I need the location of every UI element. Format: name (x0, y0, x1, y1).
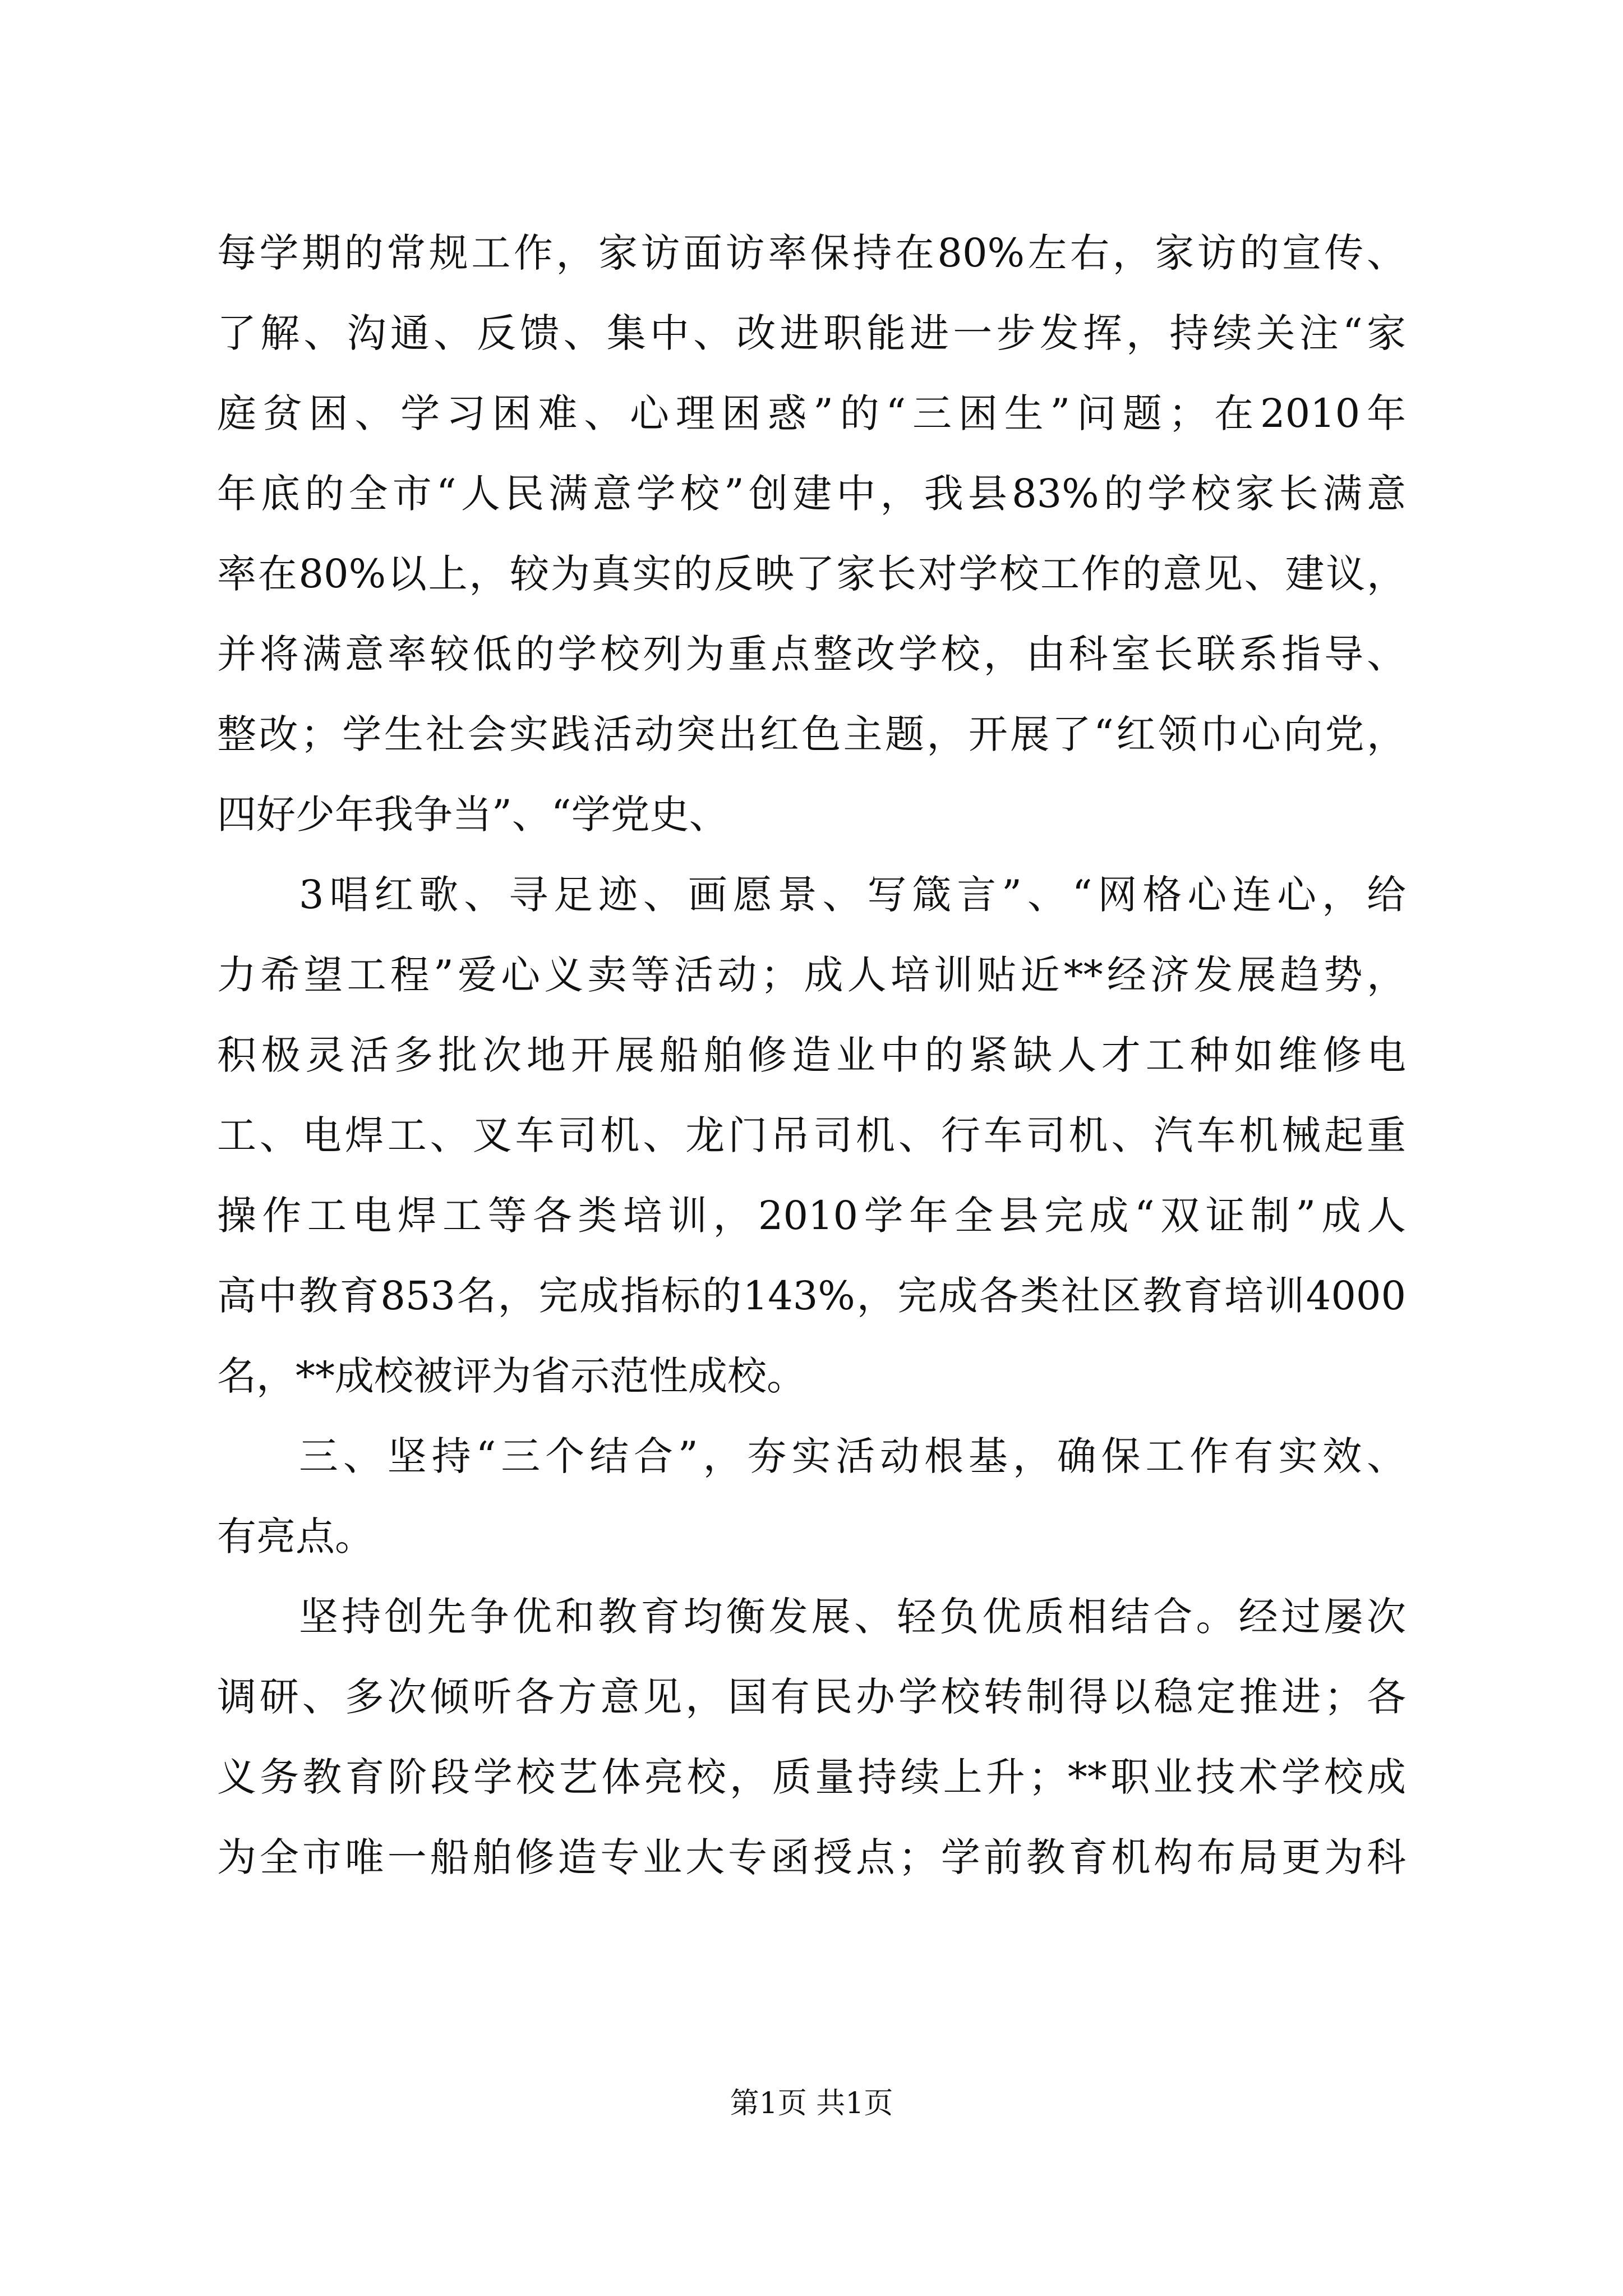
text-line: 为全市唯一船舶修造专业大专函授点；学前教育机构布局更为科 (217, 1834, 1406, 1880)
text-line: 率在80%以上，较为真实的反映了家长对学校工作的意见、建议， (217, 551, 1406, 597)
document-body (217, 213, 1406, 1898)
text-line: 义务教育阶段学校艺体亮校，质量持续上升；**职业技术学校成 (217, 1754, 1406, 1800)
text-line: 调研、多次倾听各方意见，国有民办学校转制得以稳定推进；各 (217, 1674, 1406, 1720)
text-line: 工、电焊工、叉车司机、龙门吊司机、行车司机、汽车机械起重 (217, 1112, 1406, 1158)
text-line: 力希望工程”爱心义卖等活动；成人培训贴近**经济发展趋势， (217, 952, 1406, 998)
text-line: 四好少年我争当”、“学党史、 (217, 792, 728, 838)
text-line: 积极灵活多批次地开展船舶修造业中的紧缺人才工种如维修电 (217, 1032, 1406, 1078)
text-line: 名，**成校被评为省示范性成校。 (217, 1353, 806, 1399)
text-line: 每学期的常规工作，家访面访率保持在80%左右，家访的宣传、 (217, 230, 1406, 276)
text-line: 并将满意率较低的学校列为重点整改学校，由科室长联系指导、 (217, 631, 1406, 677)
text-line: 操作工电焊工等各类培训，2010学年全县完成“双证制”成人 (217, 1193, 1406, 1239)
text-line: 年底的全市“人民满意学校”创建中，我县83%的学校家长满意 (217, 471, 1406, 517)
paragraph-first-line: 3唱红歌、寻足迹、画愿景、写箴言”、“网格心连心，给 (299, 872, 1406, 918)
section-heading-continued: 有亮点。 (217, 1513, 374, 1559)
paragraph-first-line: 坚持创先争优和教育均衡发展、轻负优质相结合。经过屡次 (299, 1594, 1406, 1640)
text-line: 高中教育853名，完成指标的143%，完成各类社区教育培训4000 (217, 1273, 1406, 1319)
text-line: 了解、沟通、反馈、集中、改进职能进一步发挥，持续关注“家 (217, 310, 1406, 356)
text-line: 庭贫困、学习困难、心理困惑”的“三困生”问题；在2010年 (217, 390, 1406, 436)
page-footer: 第1页 共1页 (730, 2087, 893, 2120)
text-line: 整改；学生社会实践活动突出红色主题，开展了“红领巾心向党， (217, 711, 1406, 757)
section-heading: 三、坚持“三个结合”，夯实活动根基，确保工作有实效、 (299, 1433, 1406, 1479)
